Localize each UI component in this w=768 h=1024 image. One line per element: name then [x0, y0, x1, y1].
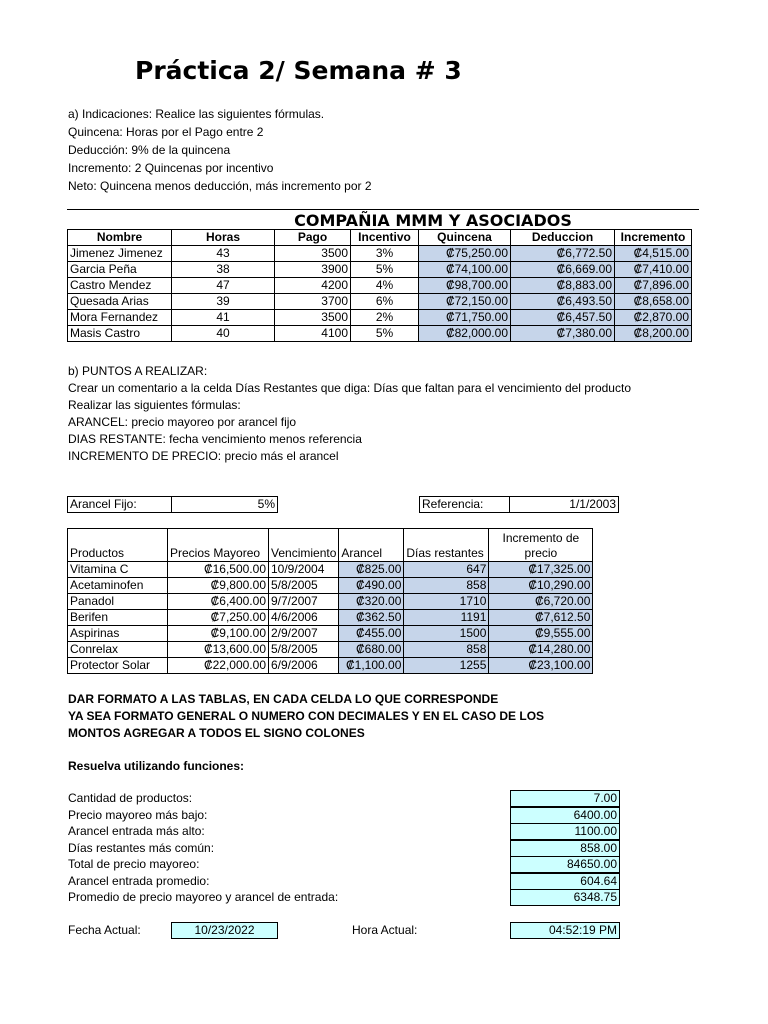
- table-cell[interactable]: 2/9/2007: [269, 626, 339, 642]
- arancel-label: Arancel Fijo:: [68, 497, 172, 513]
- table-cell[interactable]: ₡9,100.00: [168, 626, 269, 642]
- table-cell[interactable]: ₡7,250.00: [168, 610, 269, 626]
- table-cell[interactable]: ₡7,410.00: [615, 262, 692, 278]
- column-header: Pago: [275, 230, 351, 246]
- table-cell[interactable]: 3700: [275, 294, 351, 310]
- employee-table-title: COMPAÑIA MMM Y ASOCIADOS: [67, 209, 699, 229]
- table-cell[interactable]: 5%: [351, 262, 419, 278]
- function-value[interactable]: 1100.00: [510, 823, 620, 840]
- table-row: [68, 246, 692, 262]
- table-row: [68, 594, 593, 610]
- table-cell[interactable]: ₡2,870.00: [615, 310, 692, 326]
- table-cell[interactable]: ₡17,325.00: [489, 562, 593, 578]
- table-cell[interactable]: ₡320.00: [339, 594, 404, 610]
- text-line: DAR FORMATO A LAS TABLAS, EN CADA CELDA LO QUE CORRESPONDE: [68, 692, 499, 706]
- table-cell[interactable]: 40: [172, 326, 275, 342]
- table-cell[interactable]: ₡7,380.00: [511, 326, 615, 342]
- table-cell[interactable]: ₡14,280.00: [489, 642, 593, 658]
- table-cell[interactable]: ₡74,100.00: [419, 262, 511, 278]
- table-cell[interactable]: ₡825.00: [339, 562, 404, 578]
- table-cell[interactable]: ₡6,669.00: [511, 262, 615, 278]
- function-label: Cantidad de productos:: [68, 791, 193, 805]
- function-label: Arancel entrada más alto:: [68, 824, 205, 838]
- table-cell[interactable]: ₡7,896.00: [615, 278, 692, 294]
- table-cell[interactable]: ₡23,100.00: [489, 658, 593, 674]
- function-value[interactable]: 604.64: [510, 873, 620, 890]
- table-row: [68, 642, 593, 658]
- hora-value[interactable]: 04:52:19 PM: [511, 923, 620, 939]
- page-title: Práctica 2/ Semana # 3: [135, 56, 462, 85]
- function-value[interactable]: 6348.75: [510, 889, 620, 906]
- table-cell[interactable]: ₡6,457.50: [511, 310, 615, 326]
- function-value[interactable]: 6400.00: [510, 807, 620, 824]
- column-header: Días restantes: [404, 529, 489, 562]
- table-cell[interactable]: ₡98,700.00: [419, 278, 511, 294]
- function-value[interactable]: 84650.00: [510, 856, 620, 873]
- table-cell[interactable]: 43: [172, 246, 275, 262]
- column-header: Quincena: [419, 230, 511, 246]
- table-cell[interactable]: Acetaminofen: [68, 578, 168, 594]
- table-cell[interactable]: ₡680.00: [339, 642, 404, 658]
- text-line: MONTOS AGREGAR A TODOS EL SIGNO COLONES: [68, 726, 365, 740]
- table-row: [68, 294, 692, 310]
- text-line: Incremento: 2 Quincenas por incentivo: [68, 161, 274, 175]
- table-row: [68, 610, 593, 626]
- functions-title: Resuelva utilizando funciones:: [68, 759, 245, 773]
- table-cell[interactable]: 1500: [404, 626, 489, 642]
- table-cell[interactable]: Quesada Arias: [68, 294, 172, 310]
- table-cell[interactable]: 5%: [351, 326, 419, 342]
- fecha-label: Fecha Actual:: [68, 923, 141, 937]
- function-value[interactable]: 7.00: [510, 790, 620, 807]
- table-cell[interactable]: 3500: [275, 246, 351, 262]
- table-cell[interactable]: ₡22,000.00: [168, 658, 269, 674]
- text-line: Crear un comentario a la celda Días Restantes que diga: Días que faltan para el vencimiento del producto: [68, 381, 631, 395]
- text-line: DIAS RESTANTE: fecha vencimiento menos referencia: [68, 432, 362, 446]
- table-cell[interactable]: ₡6,493.50: [511, 294, 615, 310]
- referencia-value[interactable]: 1/1/2003: [510, 497, 619, 513]
- table-row: [68, 262, 692, 278]
- table-cell[interactable]: ₡6,400.00: [168, 594, 269, 610]
- table-cell[interactable]: ₡1,100.00: [339, 658, 404, 674]
- table-cell[interactable]: Garcia Peña: [68, 262, 172, 278]
- table-row: [68, 310, 692, 326]
- function-label: Precio mayoreo más bajo:: [68, 807, 208, 822]
- arancel-table: [67, 496, 278, 513]
- table-cell[interactable]: 38: [172, 262, 275, 278]
- table-cell[interactable]: ₡75,250.00: [419, 246, 511, 262]
- table-row: [68, 626, 593, 642]
- hora-cell: [510, 922, 620, 939]
- table-cell[interactable]: ₡8,658.00: [615, 294, 692, 310]
- table-cell[interactable]: ₡9,555.00: [489, 626, 593, 642]
- function-label: Total de precio mayoreo:: [68, 857, 200, 871]
- table-cell[interactable]: Jimenez Jimenez: [68, 246, 172, 262]
- column-header: Incremento de precio: [489, 529, 593, 562]
- table-cell[interactable]: 1255: [404, 658, 489, 674]
- table-cell[interactable]: ₡8,883.00: [511, 278, 615, 294]
- table-row: [68, 278, 692, 294]
- table-cell[interactable]: 4200: [275, 278, 351, 294]
- column-header: Productos: [68, 529, 168, 562]
- text-line: a) Indicaciones: Realice las siguientes fórmulas.: [68, 107, 325, 121]
- table-cell[interactable]: 1710: [404, 594, 489, 610]
- table-cell[interactable]: 5/8/2005: [269, 578, 339, 594]
- function-label: Arancel entrada promedio:: [68, 873, 210, 888]
- table-cell[interactable]: Berifen: [68, 610, 168, 626]
- table-cell[interactable]: 4/6/2006: [269, 610, 339, 626]
- function-label: Días restantes más común:: [68, 840, 215, 855]
- table-cell[interactable]: ₡10,290.00: [489, 578, 593, 594]
- column-header: Horas: [172, 230, 275, 246]
- employee-table-wrapper: [67, 209, 699, 342]
- table-cell[interactable]: ₡455.00: [339, 626, 404, 642]
- column-header: Arancel: [339, 529, 404, 562]
- text-line: INCREMENTO DE PRECIO: precio más el arancel: [68, 449, 339, 463]
- table-cell[interactable]: Castro Mendez: [68, 278, 172, 294]
- table-cell[interactable]: Panadol: [68, 594, 168, 610]
- table-cell[interactable]: 3%: [351, 246, 419, 262]
- table-cell[interactable]: Protector Solar: [68, 658, 168, 674]
- table-cell[interactable]: 39: [172, 294, 275, 310]
- table-cell[interactable]: 3500: [275, 310, 351, 326]
- table-row: [68, 562, 593, 578]
- text-line: b) PUNTOS A REALIZAR:: [68, 364, 208, 378]
- table-cell[interactable]: ₡6,720.00: [489, 594, 593, 610]
- text-line: ARANCEL: precio mayoreo por arancel fijo: [68, 415, 297, 429]
- table-cell[interactable]: 1191: [404, 610, 489, 626]
- column-header: Deduccion: [511, 230, 615, 246]
- table-cell[interactable]: Vitamina C: [68, 562, 168, 578]
- table-cell[interactable]: 6/9/2006: [269, 658, 339, 674]
- table-cell[interactable]: ₡7,612.50: [489, 610, 593, 626]
- table-cell[interactable]: 647: [404, 562, 489, 578]
- table-cell[interactable]: ₡362.50: [339, 610, 404, 626]
- fecha-cell: [171, 922, 278, 939]
- column-header: Nombre: [68, 230, 172, 246]
- table-cell[interactable]: 6%: [351, 294, 419, 310]
- table-row: [68, 326, 692, 342]
- table-cell[interactable]: ₡9,800.00: [168, 578, 269, 594]
- referencia-label: Referencia:: [420, 497, 510, 513]
- table-cell[interactable]: Mora Fernandez: [68, 310, 172, 326]
- table-cell[interactable]: 47: [172, 278, 275, 294]
- table-row: [68, 658, 593, 674]
- table-cell[interactable]: ₡4,515.00: [615, 246, 692, 262]
- table-cell[interactable]: 858: [404, 578, 489, 594]
- table-cell[interactable]: 5/8/2005: [269, 642, 339, 658]
- text-line: Deducción: 9% de la quincena: [68, 143, 231, 157]
- table-cell[interactable]: 9/7/2007: [269, 594, 339, 610]
- table-cell[interactable]: 10/9/2004: [269, 562, 339, 578]
- column-header: Incremento: [615, 230, 692, 246]
- employee-table: [67, 229, 692, 342]
- column-header: Incentivo: [351, 230, 419, 246]
- table-cell[interactable]: 3900: [275, 262, 351, 278]
- table-cell[interactable]: Conrelax: [68, 642, 168, 658]
- hora-label: Hora Actual:: [352, 923, 418, 937]
- table-cell[interactable]: ₡6,772.50: [511, 246, 615, 262]
- table-cell[interactable]: ₡13,600.00: [168, 642, 269, 658]
- function-label: Promedio de precio mayoreo y arancel de entrada:: [68, 890, 339, 904]
- column-header: Precios Mayoreo: [168, 529, 269, 562]
- table-cell[interactable]: ₡71,750.00: [419, 310, 511, 326]
- table-cell[interactable]: ₡82,000.00: [419, 326, 511, 342]
- table-cell[interactable]: 4100: [275, 326, 351, 342]
- fecha-value[interactable]: 10/23/2022: [172, 923, 278, 939]
- text-line: Quincena: Horas por el Pago entre 2: [68, 125, 264, 139]
- column-header: Vencimiento: [269, 529, 339, 562]
- table-cell[interactable]: 2%: [351, 310, 419, 326]
- table-cell[interactable]: Aspirinas: [68, 626, 168, 642]
- arancel-value[interactable]: 5%: [172, 497, 278, 513]
- table-cell[interactable]: ₡72,150.00: [419, 294, 511, 310]
- table-row: [68, 578, 593, 594]
- table-cell[interactable]: ₡16,500.00: [168, 562, 269, 578]
- table-cell[interactable]: 858: [404, 642, 489, 658]
- function-value[interactable]: 858.00: [510, 840, 620, 857]
- table-cell[interactable]: 41: [172, 310, 275, 326]
- table-cell[interactable]: ₡8,200.00: [615, 326, 692, 342]
- text-line: Realizar las siguientes fórmulas:: [68, 398, 241, 412]
- products-table: [67, 528, 593, 674]
- table-cell[interactable]: 4%: [351, 278, 419, 294]
- text-line: YA SEA FORMATO GENERAL O NUMERO CON DECIMALES Y EN EL CASO DE LOS: [68, 709, 545, 723]
- referencia-table: [419, 496, 619, 513]
- table-cell[interactable]: Masis Castro: [68, 326, 172, 342]
- text-line: Neto: Quincena menos deducción, más incremento por 2: [68, 179, 372, 193]
- table-cell[interactable]: ₡490.00: [339, 578, 404, 594]
